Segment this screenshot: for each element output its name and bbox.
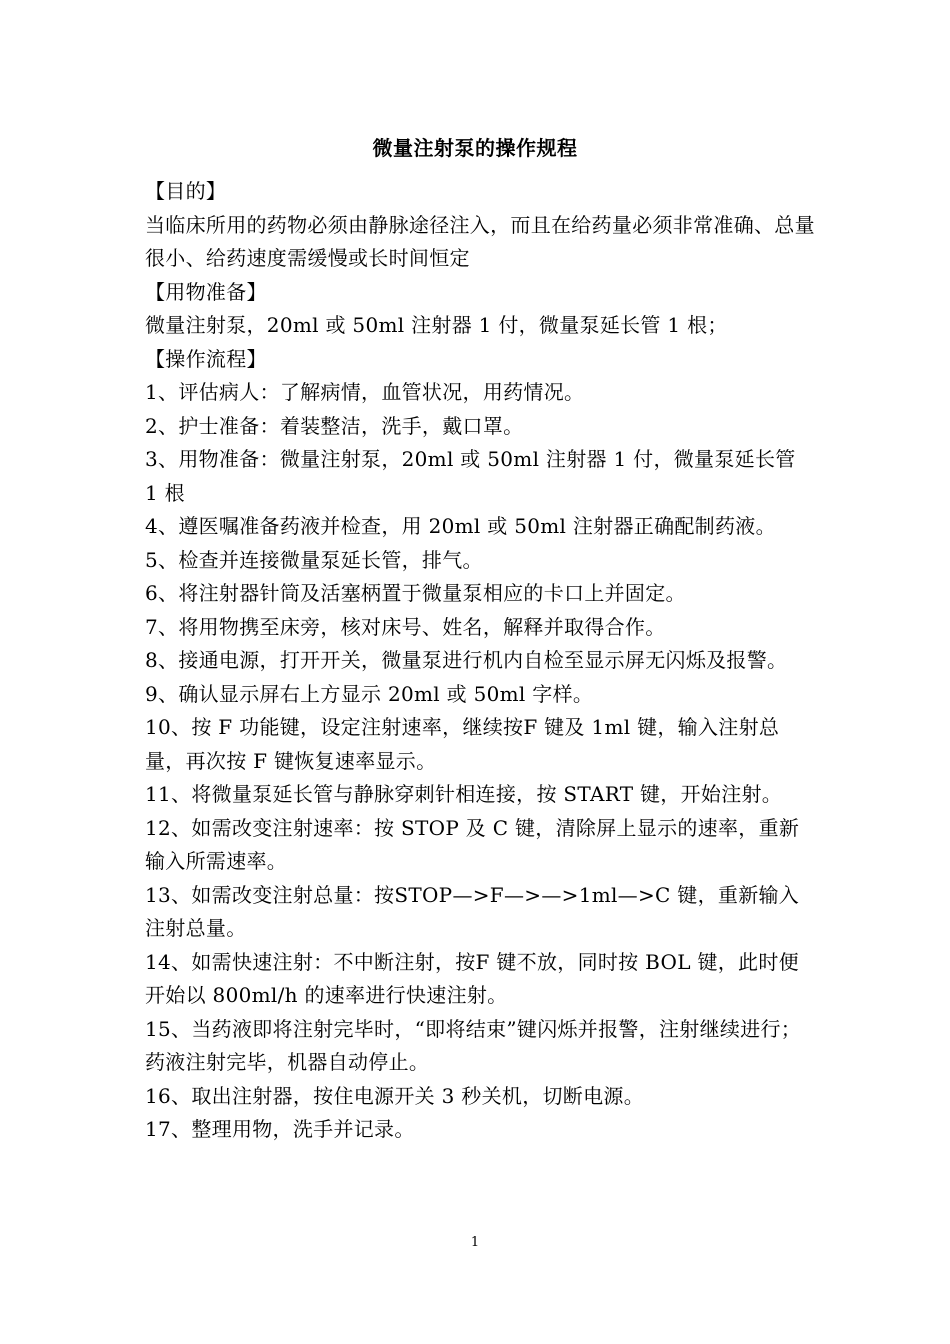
purpose-paragraph: 当临床所用的药物必须由静脉途径注入，而且在给药量必须非常准确、总量很小、给药速度需缓慢或长时间恒定 [145,212,815,270]
document-body [145,175,815,1147]
section-heading-purpose: 【目的】 [145,179,227,203]
procedure-step: 2、护士准备：着装整洁，洗手，戴口罩。 [145,413,524,438]
procedure-step: 5、检查并连接微量泵延长管，排气。 [145,547,483,572]
procedure-step: 14、如需快速注射：不中断注射，按F 键不放，同时按 BOL 键，此时便开始以 800ml/h 的速率进行快速注射。 [145,949,799,1007]
procedure-step: 12、如需改变注射速率：按 STOP 及 C 键，清除屏上显示的速率，重新输入所需速率。 [145,815,800,873]
page-title: 微量注射泵的操作规程 [372,136,578,160]
procedure-step: 11、将微量泵延长管与静脉穿刺针相连接，按 START 键，开始注射。 [145,782,783,806]
procedure-step: 9、确认显示屏右上方显示 20ml 或 50ml 字样。 [145,681,594,706]
procedure-step: 1、评估病人：了解病情，血管状况，用药情况。 [145,380,585,404]
procedure-step: 13、如需改变注射总量：按STOP—>F—>—>1ml—>C 键，重新输入注射总量。 [145,882,800,940]
procedure-step: 10、按 F 功能键，设定注射速率，继续按F 键及 1ml 键，输入注射总量，再次按 F 键恢复速率显示。 [145,715,780,773]
procedure-step: 4、遵医嘱准备药液并检查，用 20ml 或 50ml 注射器正确配制药液。 [145,514,776,538]
procedure-step: 16、取出注射器，按住电源开关 3 秒关机，切断电源。 [145,1083,644,1108]
procedure-step: 15、当药液即将注射完毕时，“即将结束”键闪烁并报警，注射继续进行；药液注射完毕，机器自动停止。 [145,1016,802,1074]
procedure-step: 8、接通电源，打开开关，微量泵进行机内自检至显示屏无闪烁及报警。 [145,648,788,672]
procedure-step: 6、将注射器针筒及活塞柄置于微量泵相应的卡口上并固定。 [145,581,686,605]
page-number: 1 [470,1235,480,1250]
procedure-step: 17、整理用物，洗手并记录。 [145,1117,415,1141]
procedure-step: 7、将用物携至床旁，核对床号、姓名，解释并取得合作。 [145,614,666,639]
section-heading-procedure: 【操作流程】 [145,346,267,371]
section-heading-materials: 【用物准备】 [145,279,267,304]
procedure-step: 3、用物准备：微量注射泵，20ml 或 50ml 注射器 1 付，微量泵延长管 1 根 [145,447,796,505]
materials-paragraph: 微量注射泵，20ml 或 50ml 注射器 1 付，微量泵延长管 1 根； [145,313,728,337]
